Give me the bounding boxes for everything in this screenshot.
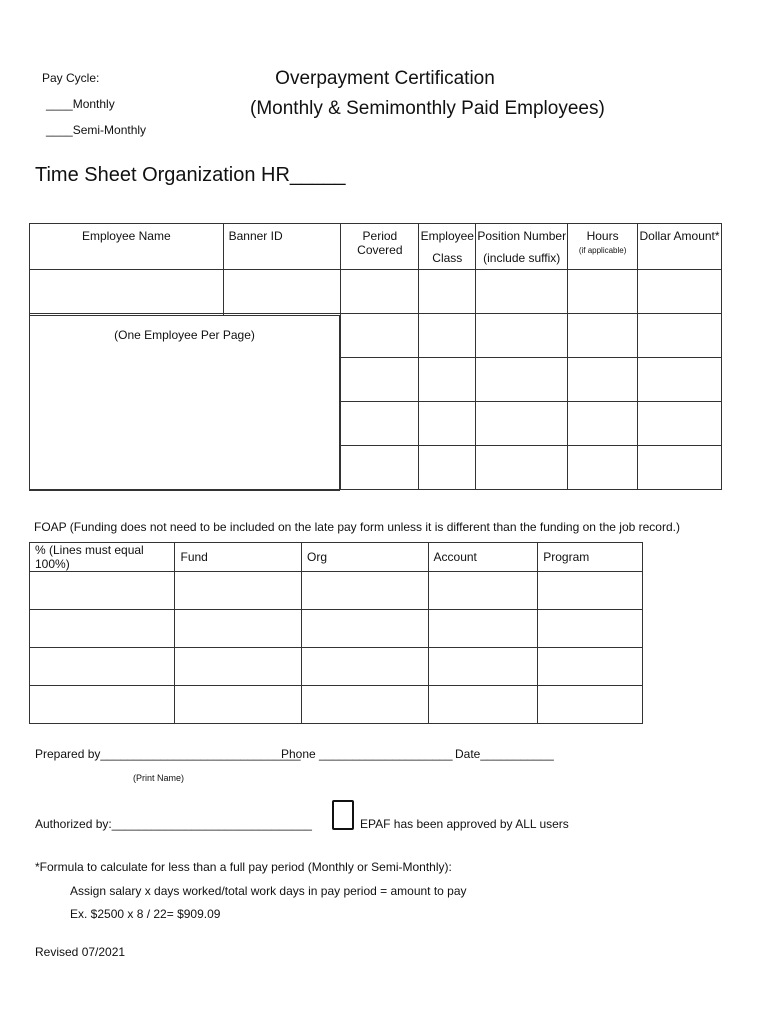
table-row — [30, 648, 643, 686]
col-period-covered: Period Covered — [341, 224, 419, 270]
formula-title: *Formula to calculate for less than a full pay period (Monthly or Semi-Monthly): — [35, 860, 452, 874]
percent-cell[interactable] — [30, 610, 175, 648]
hours-cell[interactable] — [568, 358, 638, 402]
fund-cell[interactable] — [175, 610, 302, 648]
col-percent: % (Lines must equal 100%) — [30, 543, 175, 572]
period-covered-cell[interactable] — [341, 314, 419, 358]
col-employee-name: Employee Name — [30, 224, 224, 270]
col-dollar-amount: Dollar Amount* — [638, 224, 722, 270]
table-row — [30, 686, 643, 724]
period-covered-cell[interactable] — [341, 358, 419, 402]
formula-example: Ex. $2500 x 8 / 22= $909.09 — [70, 907, 221, 921]
col-hours: Hours (if applicable) — [568, 224, 638, 270]
epaf-label: EPAF has been approved by ALL users — [360, 817, 569, 831]
employee-table-header — [30, 224, 722, 270]
hours-cell[interactable] — [568, 270, 638, 314]
form-title — [250, 64, 605, 124]
account-cell[interactable] — [428, 610, 538, 648]
period-covered-cell[interactable] — [341, 446, 419, 490]
program-cell[interactable] — [538, 686, 643, 724]
hours-note: (if applicable) — [578, 246, 627, 255]
form-title-line1: Overpayment Certification — [275, 68, 495, 89]
semimonthly-option[interactable]: ____Semi-Monthly — [46, 123, 147, 137]
dollar-amount-cell[interactable] — [638, 402, 722, 446]
phone-field[interactable]: Phone ____________________ — [281, 747, 453, 761]
col-org: Org — [302, 543, 429, 572]
employee-class-cell[interactable] — [419, 270, 476, 314]
account-cell[interactable] — [428, 572, 538, 610]
one-employee-note: (One Employee Per Page) — [114, 328, 255, 342]
program-cell[interactable] — [538, 572, 643, 610]
employee-class-cell[interactable] — [419, 358, 476, 402]
employee-class-cell[interactable] — [419, 314, 476, 358]
epaf-checkbox[interactable] — [332, 800, 354, 830]
percent-cell[interactable] — [30, 686, 175, 724]
prepared-by-field[interactable]: Prepared by______________________________ — [35, 747, 301, 761]
employee-class-cell[interactable] — [419, 446, 476, 490]
col-fund: Fund — [175, 543, 302, 572]
col-banner-id: Banner ID — [223, 224, 341, 270]
fund-cell[interactable] — [175, 648, 302, 686]
print-name-label: (Print Name) — [133, 773, 185, 783]
position-number-cell[interactable] — [476, 446, 568, 490]
time-sheet-organization-field[interactable]: Time Sheet Organization HR_____ — [35, 164, 346, 186]
banner-id-cell[interactable] — [223, 270, 341, 314]
dollar-amount-cell[interactable] — [638, 358, 722, 402]
position-number-cell[interactable] — [476, 314, 568, 358]
org-cell[interactable] — [302, 686, 429, 724]
date-field[interactable]: Date___________ — [455, 747, 554, 761]
col-position-number: Position Number (include suffix) — [476, 224, 568, 270]
revised-date: Revised 07/2021 — [35, 945, 126, 959]
fund-cell[interactable] — [175, 686, 302, 724]
foap-header — [30, 543, 643, 572]
foap-table — [29, 542, 643, 724]
col-program: Program — [538, 543, 643, 572]
table-row — [30, 572, 643, 610]
account-cell[interactable] — [428, 648, 538, 686]
col-account: Account — [428, 543, 538, 572]
position-number-cell[interactable] — [476, 402, 568, 446]
org-cell[interactable] — [302, 572, 429, 610]
dollar-amount-cell[interactable] — [638, 314, 722, 358]
percent-cell[interactable] — [30, 648, 175, 686]
monthly-option[interactable]: ____Monthly — [46, 97, 115, 111]
program-cell[interactable] — [538, 648, 643, 686]
dollar-amount-cell[interactable] — [638, 270, 722, 314]
period-covered-cell[interactable] — [341, 270, 419, 314]
form-title-line2: (Monthly & Semimonthly Paid Employees) — [250, 98, 605, 119]
foap-note: FOAP (Funding does not need to be included on the late pay form unless it is different than the funding on the job record.) — [34, 520, 680, 534]
col-employee-class: Employee Class — [419, 224, 476, 270]
dollar-amount-cell[interactable] — [638, 446, 722, 490]
table-row — [30, 610, 643, 648]
employee-class-cell[interactable] — [419, 402, 476, 446]
org-cell[interactable] — [302, 610, 429, 648]
position-number-cell[interactable] — [476, 358, 568, 402]
employee-name-cell[interactable] — [30, 270, 224, 314]
hours-cell[interactable] — [568, 446, 638, 490]
account-cell[interactable] — [428, 686, 538, 724]
authorized-by-field[interactable]: Authorized by:______________________________ — [35, 817, 312, 831]
hours-cell[interactable] — [568, 314, 638, 358]
program-cell[interactable] — [538, 610, 643, 648]
position-number-cell[interactable] — [476, 270, 568, 314]
fund-cell[interactable] — [175, 572, 302, 610]
period-covered-cell[interactable] — [341, 402, 419, 446]
one-employee-box — [29, 315, 340, 491]
org-cell[interactable] — [302, 648, 429, 686]
pay-cycle-label: Pay Cycle: — [42, 71, 100, 85]
table-row — [30, 270, 722, 314]
percent-cell[interactable] — [30, 572, 175, 610]
formula-line1: Assign salary x days worked/total work days in pay period = amount to pay — [70, 884, 467, 898]
hours-cell[interactable] — [568, 402, 638, 446]
